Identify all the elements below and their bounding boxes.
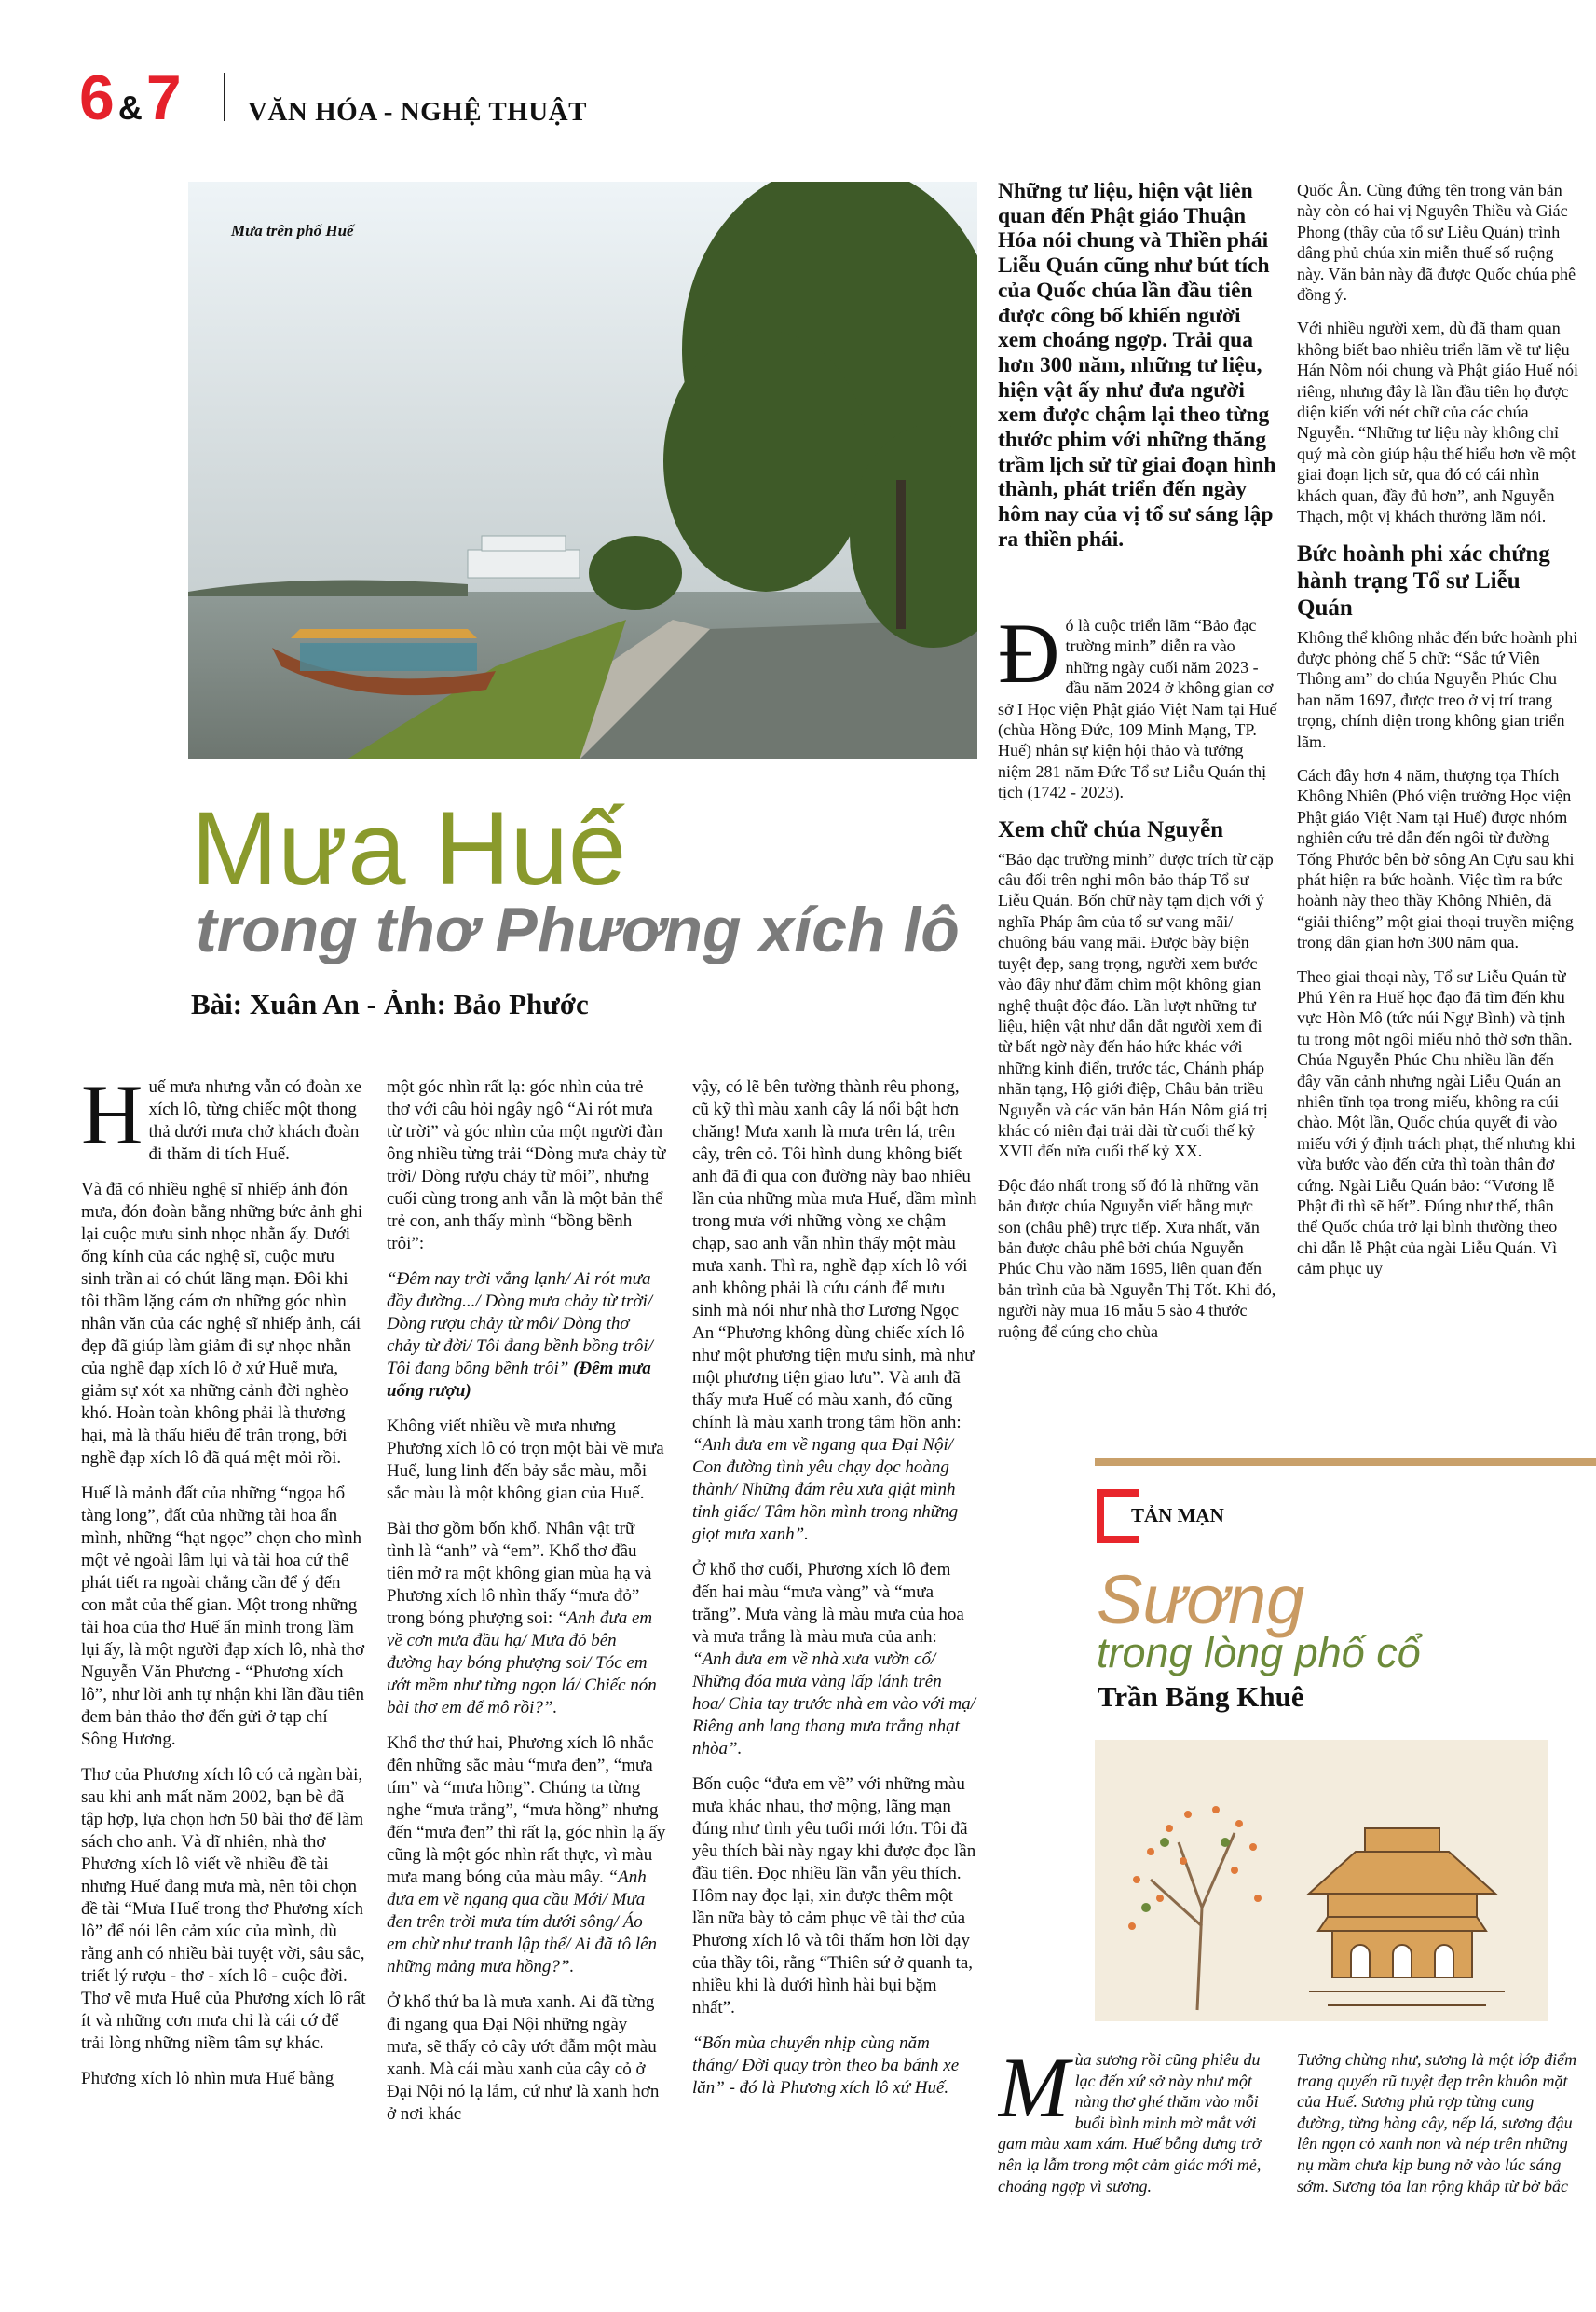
paragraph-text: Tưởng chừng như, sương là một lớp điểm trang quyến rũ tuyệt đẹp trên khuôn mặt của Huế. Sương phủ rợp từng cung đường, từng hàng cây, nếp lá, sương đậu lên ngọn cỏ xanh non và nép trên những nụ mầm chưa kịp bung nở vào lúc sáng sớm. Sương tỏa lan rộng khắp từ bờ bắc: [1297, 2050, 1577, 2196]
subheading: Xem chữ chúa Nguyễn: [998, 816, 1224, 842]
paragraph: [998, 2049, 1277, 2196]
page-number-amp: &: [117, 89, 143, 127]
paragraph-text: Thơ của Phương xích lô có cả ngàn bài, sau khi anh mất năm 2002, bạn bè đã tập hợp, lựa chọn hơn 50 bài thơ để làm sách cho anh. Và dĩ nhiên, nhà thơ Phương xích lô viết về nhiều đề tài nhưng Huế đang mưa mà, nên tôi chọn đề tài “Mưa Huế trong thơ Phương xích lô” để nói lên cảm xúc của mình, dù rằng anh có nhiều bài tuyệt vời, sâu sắc, triết lý rượu - thơ - xích lô - cuộc đời. Thơ về mưa Huế của Phương xích lô rất ít và những cơn mưa chỉ là cái cớ để trải lòng những niềm tâm sự khác.: [81, 1765, 366, 2053]
paragraph-text: Cách đây hơn 4 năm, thượng tọa Thích Không Nhiên (Phó viện trưởng Học viện Phật giáo Việt Nam tại Huế) được nhóm nghiên cứu trẻ dẫn đến ngôi từ đường Tống Phước bên bờ sông An Cựu sau khi phát hiện ra bức hoành. Việc tìm ra bức hoành này theo thầy Không Nhiên, đã “giải thiêng” một giai thoại truyền miệng trong dân gian hơn 300 năm qua.: [1297, 765, 1575, 952]
article-byline: Bài: Xuân An - Ảnh: Bảo Phước: [191, 988, 589, 1020]
paragraph-text: Bốn cuộc “đưa em về” với những màu mưa khác nhau, thơ mộng, lãng mạn đúng như tình yêu tuổi mới lớn. Tôi đã yêu thích bài này ngay khi được đọc lần đầu tiên. Đọc nhiều lần vẫn yêu thích. Hôm nay đọc lại, xin được thêm một lần nữa bày tỏ cảm phục về tài thơ của Phương xích lô và tôi thấm hơn lời dạy của thầy tôi, rằng “Thiên sứ ở quanh ta, nhiều khi là dưới hình hài bụi bặm nhất”.: [692, 1774, 976, 2018]
paragraph: [1297, 966, 1578, 1279]
essay-column-2: [1297, 2049, 1581, 2226]
paragraph-text: Ở khổ thơ cuối, Phương xích lô đem đến hai màu “mưa vàng” và “mưa trắng”. Mưa vàng là màu mưa của hoa và mưa trắng là màu mưa của anh:: [692, 1560, 964, 1647]
paragraph-text: Và đã có nhiều nghệ sĩ nhiếp ảnh đón mưa, đón đoàn bằng những bức ảnh ghi lại cuộc mưu sinh nhọc nhằn ấy. Dưới ống kính của các nghệ sĩ, cuộc mưu sinh trần ai có chút lãng mạn. Đôi khi tôi thầm lặng cám ơn những góc nhìn nhân văn của các nghệ sĩ nhiếp ảnh, cái đẹp đã giúp làm giảm đi sự nhọc nhằn của nghề đạp xích lô ở xứ Huế mưa, giảm sự xót xa những cảnh đời nghèo khó. Hoàn toàn không phải là thương hại, mà là thấu hiểu để trân trọng, bởi nghề đạp xích lô đã quá mệt mỏi rồi.: [81, 1180, 363, 1468]
paragraph: [387, 1076, 666, 1255]
poem-quote: “Anh đưa em về ngang qua Đại Nội/ Con đường tình yêu chạy dọc hoàng thành/ Những đám rêu xưa giật mình tỉnh giấc/ Tâm hồn mình trong những giọt mưa xanh”.: [692, 1435, 959, 1544]
essay-subtitle: trong lòng phố cổ: [1097, 1629, 1421, 1676]
paragraph: [387, 1732, 666, 1978]
article2-lead: Những tư liệu, hiện vật liên quan đến Phật giáo Thuận Hóa nói chung và Thiền phái Liễu Quán cũng như bút tích của Quốc chúa lần đầu tiên được công bố khiến người xem choáng ngợp. Trải qua hơn 300 năm, những tư liệu, hiện vật ấy như đưa người xem được chậm lại theo từng thước phim với những thăng trầm lịch sử từ giai đoạn hình thành, phát triển đến ngày hôm nay của vị tổ sư sáng lập ra thiền phái.: [998, 179, 1276, 552]
article-subtitle: trong thơ Phương xích lô: [196, 895, 960, 965]
page-number-left: 6: [79, 62, 115, 133]
paragraph-text: ó là cuộc triển lãm “Bảo đạc trường minh” diễn ra vào những ngày cuối năm 2023 - đầu năm 2024 ở không gian cơ sở I Học viện Phật giáo Việt Nam tại Huế (chùa Hồng Đức, 109 Minh Mạng, TP. Huế) nhân sự kiện hội thảo và tưởng niệm 281 năm Đức Tổ sư Liễu Quán thị tịch (1742 - 2023).: [998, 616, 1277, 802]
paragraph: [692, 2032, 977, 2100]
paragraph-text: một góc nhìn rất lạ: góc nhìn của trẻ thơ với câu hỏi ngây ngô “Ai rót mưa từ trời” và góc nhìn của một người đàn ông nhiều từng trải “Dòng mưa chảy từ trời/ Dòng rượu chảy từ môi”, nhưng cuối cùng trong anh vẫn là một bản thể trẻ con, anh thấy mình “bồng bềnh trôi”:: [387, 1077, 666, 1253]
paragraph: [387, 1268, 666, 1402]
paragraph-text: Bài thơ gồm bốn khổ. Nhân vật trữ tình là “anh” và “em”. Khổ thơ đầu tiên mở ra một không gian mùa hạ và Phương xích lô nhìn thấy “mưa đỏ” trong bóng phượng soi:: [387, 1519, 652, 1628]
paragraph: [81, 1076, 366, 1166]
paragraph-text: ùa sương rồi cũng phiêu du lạc đến xứ sở này như một nàng thơ ghé thăm vào mỗi buổi bình minh mờ mắt với gam màu xam xám. Huế bỗng dưng trở nên lạ lẫm trong một cảm giác mới mẻ, choáng ngợp vì sương.: [998, 2050, 1262, 2196]
poem-quote: “Anh đưa em về ngang qua cầu Mới/ Mưa đen trên trời mưa tím dưới sông/ Áo em chừ như tranh lập thể/ Ai đã tô lên những mảng mưa hồng?”.: [387, 1867, 658, 1977]
drop-cap: H: [81, 1076, 143, 1162]
paragraph-text: Quốc Ân. Cùng đứng tên trong văn bản này còn có hai vị Nguyên Thiều và Giác Phong (thầy của tổ sư Liễu Quán) trình dâng phủ chúa xin miễn thuế số ruộng này. Văn bản này đã được Quốc chúa phê đồng ý.: [1297, 181, 1576, 305]
poem-quote: “Anh đưa em về cơn mưa đầu hạ/ Mưa đỏ bên đường hay bóng phượng soi/ Tóc em ướt mềm như từng ngọn lá/ Chiếc nón bài thơ em để mô rồi?”.: [387, 1608, 657, 1717]
drop-cap: M: [998, 2049, 1070, 2135]
drop-cap: Đ: [998, 615, 1060, 701]
paragraph-text: Phương xích lô nhìn mưa Huế bằng: [81, 2069, 334, 2088]
paragraph: [387, 1991, 666, 2126]
paragraph: [387, 1416, 666, 1505]
hue-rain-photo: [188, 182, 977, 759]
paragraph: [998, 615, 1277, 803]
paragraph: [1297, 180, 1578, 305]
paragraph-text: Khổ thơ thứ hai, Phương xích lô nhắc đến những sắc màu “mưa đen”, “mưa tím” và “mưa hồng”. Chúng ta từng nghe “mưa trắng”, “mưa hồng” nhưng đến “mưa đen” thì rất lạ, góc nhìn lạ ấy cũng là một góc nhìn rất thực, vì màu mưa mang bóng của màu mây.: [387, 1733, 666, 1887]
paragraph: [998, 1175, 1277, 1342]
essay-title: Sương: [1097, 1561, 1305, 1638]
paragraph: [387, 1518, 666, 1719]
article-title: Mưa Huế: [191, 790, 627, 907]
page-number-right: 7: [145, 62, 182, 133]
essay-illustration: [1095, 1740, 1548, 2021]
paragraph: [998, 849, 1277, 1162]
paragraph-text: Ở khổ thứ ba là mưa xanh. Ai đã từng đi ngang qua Đại Nội những ngày mưa, sẽ thấy cỏ cây ướt đẫm một màu xanh. Mà cái màu xanh của cây cỏ ở Đại Nội nó lạ lắm, cứ như là xanh hơn ở nơi khác: [387, 1992, 660, 2124]
article1-column-1: [81, 1076, 366, 2223]
paragraph: [692, 1773, 977, 2019]
paragraph: [1297, 2049, 1581, 2196]
paragraph: [1297, 318, 1578, 527]
photo-caption: Mưa trên phố Huế: [231, 222, 354, 239]
paragraph: [1297, 627, 1578, 752]
paragraph-text: uế mưa nhưng vẫn có đoàn xe xích lô, từng chiếc một thong thả dưới mưa chở khách đoàn đi thăm di tích Huế.: [148, 1077, 361, 1164]
article2-column-1: [998, 615, 1277, 1444]
poem-quote: (Đêm mưa uống rượu): [387, 1359, 651, 1401]
page-number: [79, 62, 182, 133]
paragraph-text: “Bảo đạc trường minh” được trích từ cặp câu đối trên nghi môn bảo tháp Tổ sư Liễu Quán. Bốn chữ này tạm dịch với ý nghĩa Pháp âm của tổ sư vang mãi/ chuông báu vang mãi. Được bày biện tuyệt đẹp, sang trọng, người xem bước vào đây như đắm chìm một không gian nghệ thuật độc đáo. Lần lượt những tư liệu, hiện vật như dẫn dắt người xem đi từ bất ngờ này đến háo hức khác với những kinh điển, trước tác, Chánh pháp nhãn tạng, Hộ giới điệp, Châu bản triều Nguyễn và các văn bản Hán Nôm giá trị khác có niên đại trải dài từ cuối thế kỷ XVII đến nửa cuối thế kỷ XX.: [998, 849, 1274, 1161]
paragraph: [81, 2068, 366, 2090]
paragraph-text: Huế là mảnh đất của những “ngọa hổ tàng long”, đất của những tài hoa ẩn mình, những “hạt ngọc” chọn cho mình một vẻ ngoài lầm lụi và tài hoa cứ thế phát tiết ra ngoài chẳng cần để ý đến con mắt của thế gian. Một trong những tài hoa của thơ Huế ẩn mình trong lầm lụi ấy, là một người đạp xích lô, nhà thơ Nguyễn Văn Phương - “Phương xích lô”, như lời anh tự nhận khi lần đầu tiên đem bản thảo thơ đến gửi ở tạp chí Sông Hương.: [81, 1484, 365, 1749]
paragraph-text: Theo giai thoại này, Tổ sư Liễu Quán từ Phú Yên ra Huế học đạo đã tìm đến khu vực Hòn Mô (tức núi Ngự Bình) và tịnh tu trong một ngôi miếu nhỏ thờ sơn thần. Chúa Nguyễn Phúc Chu nhiều lần đến đây vãn cảnh nhưng ngài Liễu Quán an nhiên tĩnh tọa trong miếu, không ra cúi chào. Một lần, Quốc chúa quyết đi vào miếu với ý định trách phạt, thế nhưng khi vừa bước vào đến cửa thì toàn thân đơ cứng. Ngài Liễu Quán bảo: “Vương lễ Phật đi thì sẽ hết”. Đúng như thế, thân thể Quốc chúa trở lại bình thường theo chỉ dẫn lễ Phật của ngài Liễu Quán. Vì cảm phục uy: [1297, 966, 1576, 1279]
section-rule: [1095, 1458, 1596, 1466]
paragraph-text: vậy, có lẽ bên tường thành rêu phong, cũ kỹ thì màu xanh cây lá nổi bật hơn chăng! Mưa xanh là mưa trên lá, trên cây, trên cỏ. Tôi hình dung không biết anh đã đi qua con đường này bao nhiêu lần của những mùa mưa Huế, dầm mình trong mưa với những vòng xe chậm chạp, sao anh vẫn nhìn thấy một màu mưa xanh. Thì ra, nghề đạp xích lô với anh không phải là cứu cánh để mưu sinh mà nói như nhà thơ Lương Ngọc An “Phương không dùng chiếc xích lô như một phương tiện mưu sinh, mà như một phương tiện giao lưu”. Và anh đã thấy mưa Huế có màu xanh, đó cũng chính là màu xanh trong tâm hồn anh:: [692, 1077, 977, 1432]
section-title: VĂN HÓA - NGHỆ THUẬT: [248, 97, 587, 127]
section-tag: TẢN MẠN: [1131, 1504, 1224, 1526]
poem-quote: “Anh đưa em về nhà xưa vườn cổ/ Những đóa mưa vàng lấp lánh trên hoa/ Chia tay trước nhà em vào với mạ/ Riêng anh lang thang mưa trắng nhạt nhòa”.: [692, 1649, 975, 1758]
article1-column-2: [387, 1076, 666, 2223]
paragraph-text: Không thể không nhắc đến bức hoành phi được phỏng chế 5 chữ: “Sắc tứ Viên Thông am” do chúa Nguyễn Phúc Chu ban năm 1697, được treo ở vị trí trang trọng, chính diện trong không gian triển lãm.: [1297, 627, 1578, 751]
article2-column-2: [1297, 180, 1578, 1444]
paragraph: [692, 1559, 977, 1760]
paragraph-text: Không viết nhiều về mưa nhưng Phương xích lô có trọn một bài về mưa Huế, lung linh đến bảy sắc màu, mỗi sắc màu là một không gian của Huế.: [387, 1416, 664, 1503]
poem-quote: “Bốn mùa chuyển nhịp cùng năm tháng/ Đời quay tròn theo ba bánh xe lăn” - đó là Phương xích lô xứ Huế.: [692, 2033, 960, 2098]
poem-quote: “Đêm nay trời vắng lạnh/ Ai rót mưa đầy đường.../ Dòng mưa chảy từ trời/ Dòng rượu chảy từ môi/ Dòng thơ chảy từ đời/ Tôi đang bềnh bồng trôi/ Tôi đang bồng bềnh trôi”: [387, 1269, 653, 1378]
article1-column-3: [692, 1076, 977, 2223]
essay-author: Trần Băng Khuê: [1098, 1680, 1304, 1713]
paragraph: [692, 1076, 977, 1546]
paragraph: [81, 1764, 366, 2055]
paragraph: [81, 1483, 366, 1751]
paragraph: [81, 1179, 366, 1470]
paragraph-text: Với nhiều người xem, dù đã tham quan không biết bao nhiêu triển lãm về tư liệu Hán Nôm nói chung và Phật giáo Huế nói riêng, nhưng đây là lần đầu tiên họ được diện kiến với nét chữ của các chúa Nguyễn. “Những tư liệu này không chỉ quý mà còn giúp hậu thế hiểu hơn về một giai đoạn lịch sử, qua đó có cái nhìn khách quan, đầy đủ hơn”, anh Nguyễn Thạch, một vị khách thưởng lãm nói.: [1297, 319, 1578, 527]
subheading: Bức hoành phi xác chứng hành trạng Tổ sư Liễu Quán: [1297, 540, 1550, 621]
header-divider: [224, 73, 225, 121]
essay-column-1: [998, 2049, 1277, 2226]
paragraph: [1297, 765, 1578, 953]
paragraph-text: Độc đáo nhất trong số đó là những văn bản được chúa Nguyễn viết bằng mực son (châu phê) trực tiếp. Xưa nhất, văn bản được châu phê bởi chúa Nguyễn Phúc Chu vào năm 1695, liên quan đến bản trình của bà Nguyễn Thị Tốt. Khi đó, người này mua 16 mẫu 5 sào 4 thước ruộng để cúng cho chùa: [998, 1175, 1276, 1341]
